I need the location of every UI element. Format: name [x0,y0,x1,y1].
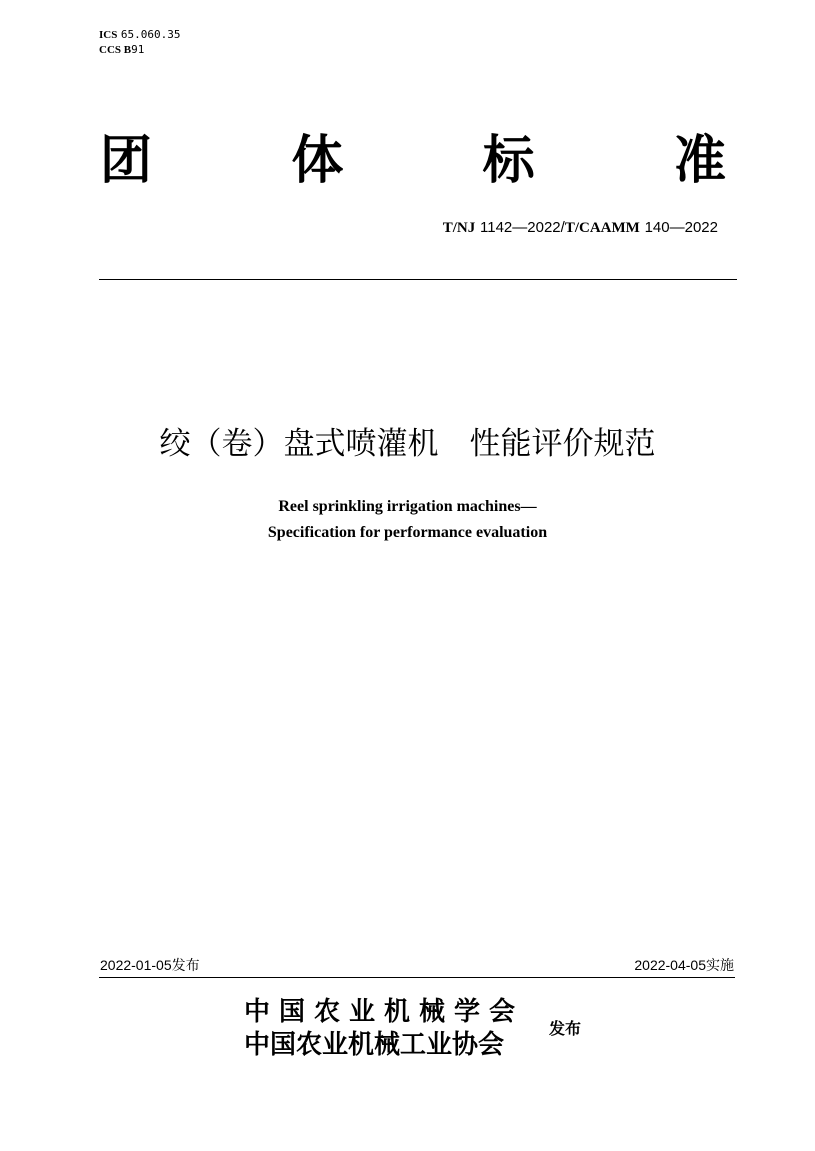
english-title-line-1: Reel sprinkling irrigation machines— [278,498,537,515]
implement-date-label: 实施 [706,958,734,974]
ics-value: 65.060.35 [120,28,181,41]
publish-date-label: 发布 [171,958,200,974]
ics-code [99,28,180,42]
title-char-3: 标 [482,131,535,191]
english-title-line-2: Specification for performance evaluation [267,524,548,541]
std-number-2: 140—2022 [644,219,718,236]
document-type-title [100,128,726,194]
title-char-4: 准 [673,131,726,191]
implement-date [634,955,734,976]
footer-divider [99,977,735,978]
std-number-1: 1142—2022/ [480,219,565,236]
issuer-org-2: 中国农业机械工业协会 [244,1030,505,1060]
title-char-1: 团 [100,131,153,191]
publish-date [100,955,200,976]
implement-date-value: 2022-04-05 [634,957,706,973]
ccs-label: CCS B [99,44,132,56]
title-char-2: 体 [291,131,344,191]
chinese-title: 绞（卷）盘式喷灌机 性能评价规范 [159,426,656,462]
std-prefix-1: T/NJ [442,220,476,236]
ics-label: ICS [99,29,118,41]
std-prefix-2: T/CAAMM [564,220,640,236]
issuer-org-1: 中国农业机械学会 [244,997,525,1027]
publish-date-value: 2022-01-05 [100,957,172,973]
header-divider [99,279,737,280]
issuer-action: 发布 [549,1019,582,1038]
ccs-code [99,43,144,57]
ccs-value: 91 [131,43,145,56]
standard-number [443,217,718,238]
